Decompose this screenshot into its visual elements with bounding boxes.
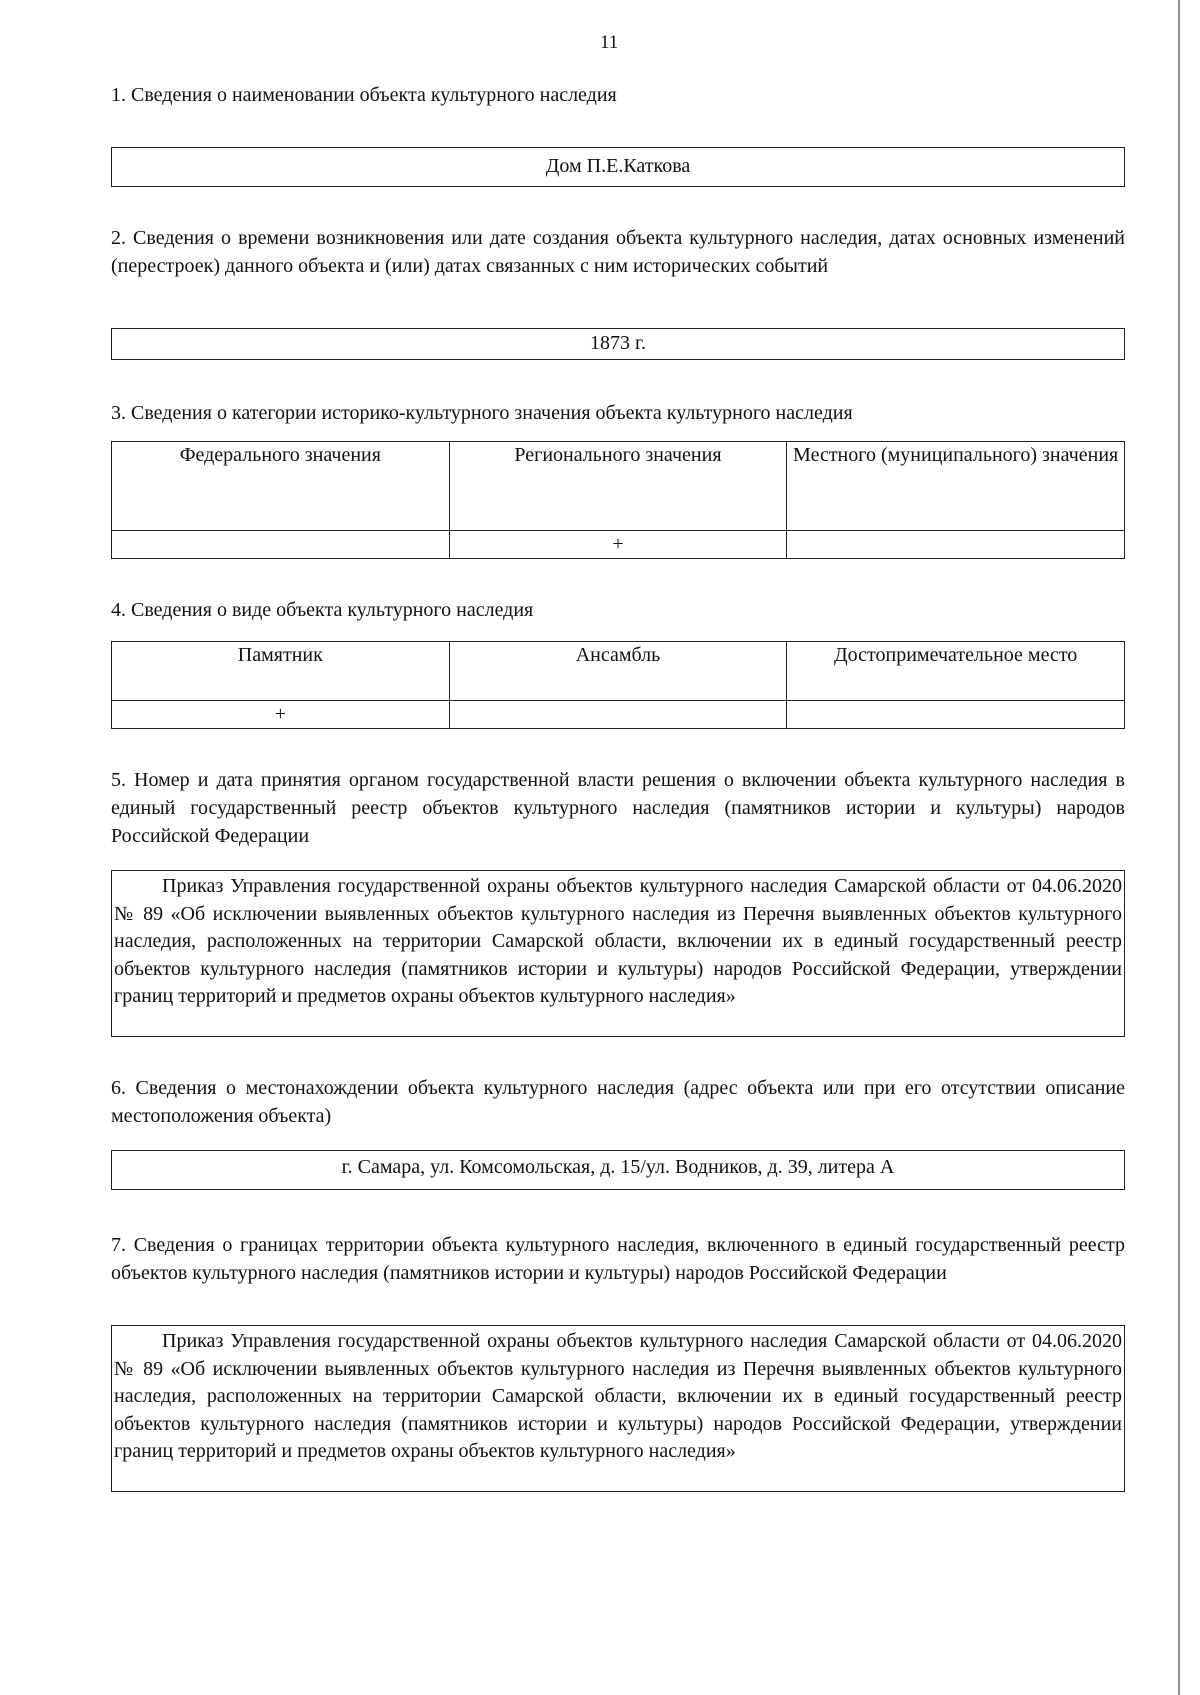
category-federal-mark: [112, 531, 450, 559]
category-local: Местного (муниципального) значения: [787, 442, 1125, 531]
registry-decision-text: Приказ Управления государственной охраны объектов культурного наследия Самарской области от 04.06.2020 № 89 «Об исключении выявленных объектов культурного наследия из Перечня выявленных объектов культурного наследия, расположенных на территории Самарской области, включении их в единый государственный реестр объектов культурного наследия (памятников истории и культуры) народов Российской Федерации, утверждении границ территорий и предметов охраны объектов культурного наследия»: [114, 875, 1122, 1007]
scan-edge-line: [1178, 0, 1180, 1695]
type-monument: Памятник: [112, 642, 450, 701]
section-5-heading: 5. Номер и дата принятия органом государственной власти решения о включении объекта культурного наследия в единый государственный реестр объектов культурного наследия (памятников истории и культуры) народов Российской Федерации: [111, 769, 1125, 847]
type-ensemble-mark: [449, 701, 787, 729]
section-1-heading: 1. Сведения о наименовании объекта культурного наследия: [111, 84, 617, 106]
category-regional: Регионального значения: [449, 442, 787, 531]
category-local-mark: [787, 531, 1125, 559]
type-landmark-mark: [787, 701, 1125, 729]
object-name-box: Дом П.Е.Каткова: [111, 147, 1125, 187]
category-table: [111, 441, 1125, 559]
section-6-heading: 6. Сведения о местонахождении объекта культурного наследия (адрес объекта или при его отсутствии описание местоположения объекта): [111, 1077, 1125, 1127]
category-federal: Федерального значения: [112, 442, 450, 531]
type-monument-mark: +: [112, 701, 450, 729]
address-box: г. Самара, ул. Комсомольская, д. 15/ул. Водников, д. 39, литера А: [111, 1150, 1125, 1190]
type-ensemble: Ансамбль: [449, 642, 787, 701]
page-number: 11: [600, 32, 619, 53]
boundaries-box: [111, 1325, 1125, 1492]
boundaries-text: Приказ Управления государственной охраны объектов культурного наследия Самарской области от 04.06.2020 № 89 «Об исключении выявленных объектов культурного наследия из Перечня выявленных объектов культурного наследия, расположенных на территории Самарской области, включении их в единый государственный реестр объектов культурного наследия (памятников истории и культуры) народов Российской Федерации, утверждении границ территорий и предметов охраны объектов культурного наследия»: [114, 1330, 1122, 1462]
section-3-heading: 3. Сведения о категории историко-культурного значения объекта культурного наследия: [111, 402, 853, 424]
type-landmark: Достопримечательное место: [787, 642, 1125, 701]
creation-date-box: 1873 г.: [111, 328, 1125, 360]
type-table: [111, 641, 1125, 729]
section-2-heading: 2. Сведения о времени возникновения или дате создания объекта культурного наследия, датах основных изменений (перестроек) данного объекта и (или) датах связанных с ним исторических событий: [111, 227, 1125, 277]
registry-decision-box: [111, 870, 1125, 1037]
category-regional-mark: +: [449, 531, 787, 559]
section-7-heading: 7. Сведения о границах территории объекта культурного наследия, включенного в единый государственный реестр объектов культурного наследия (памятников истории и культуры) народов Российской Федерации: [111, 1234, 1125, 1284]
section-4-heading: 4. Сведения о виде объекта культурного наследия: [111, 599, 534, 621]
